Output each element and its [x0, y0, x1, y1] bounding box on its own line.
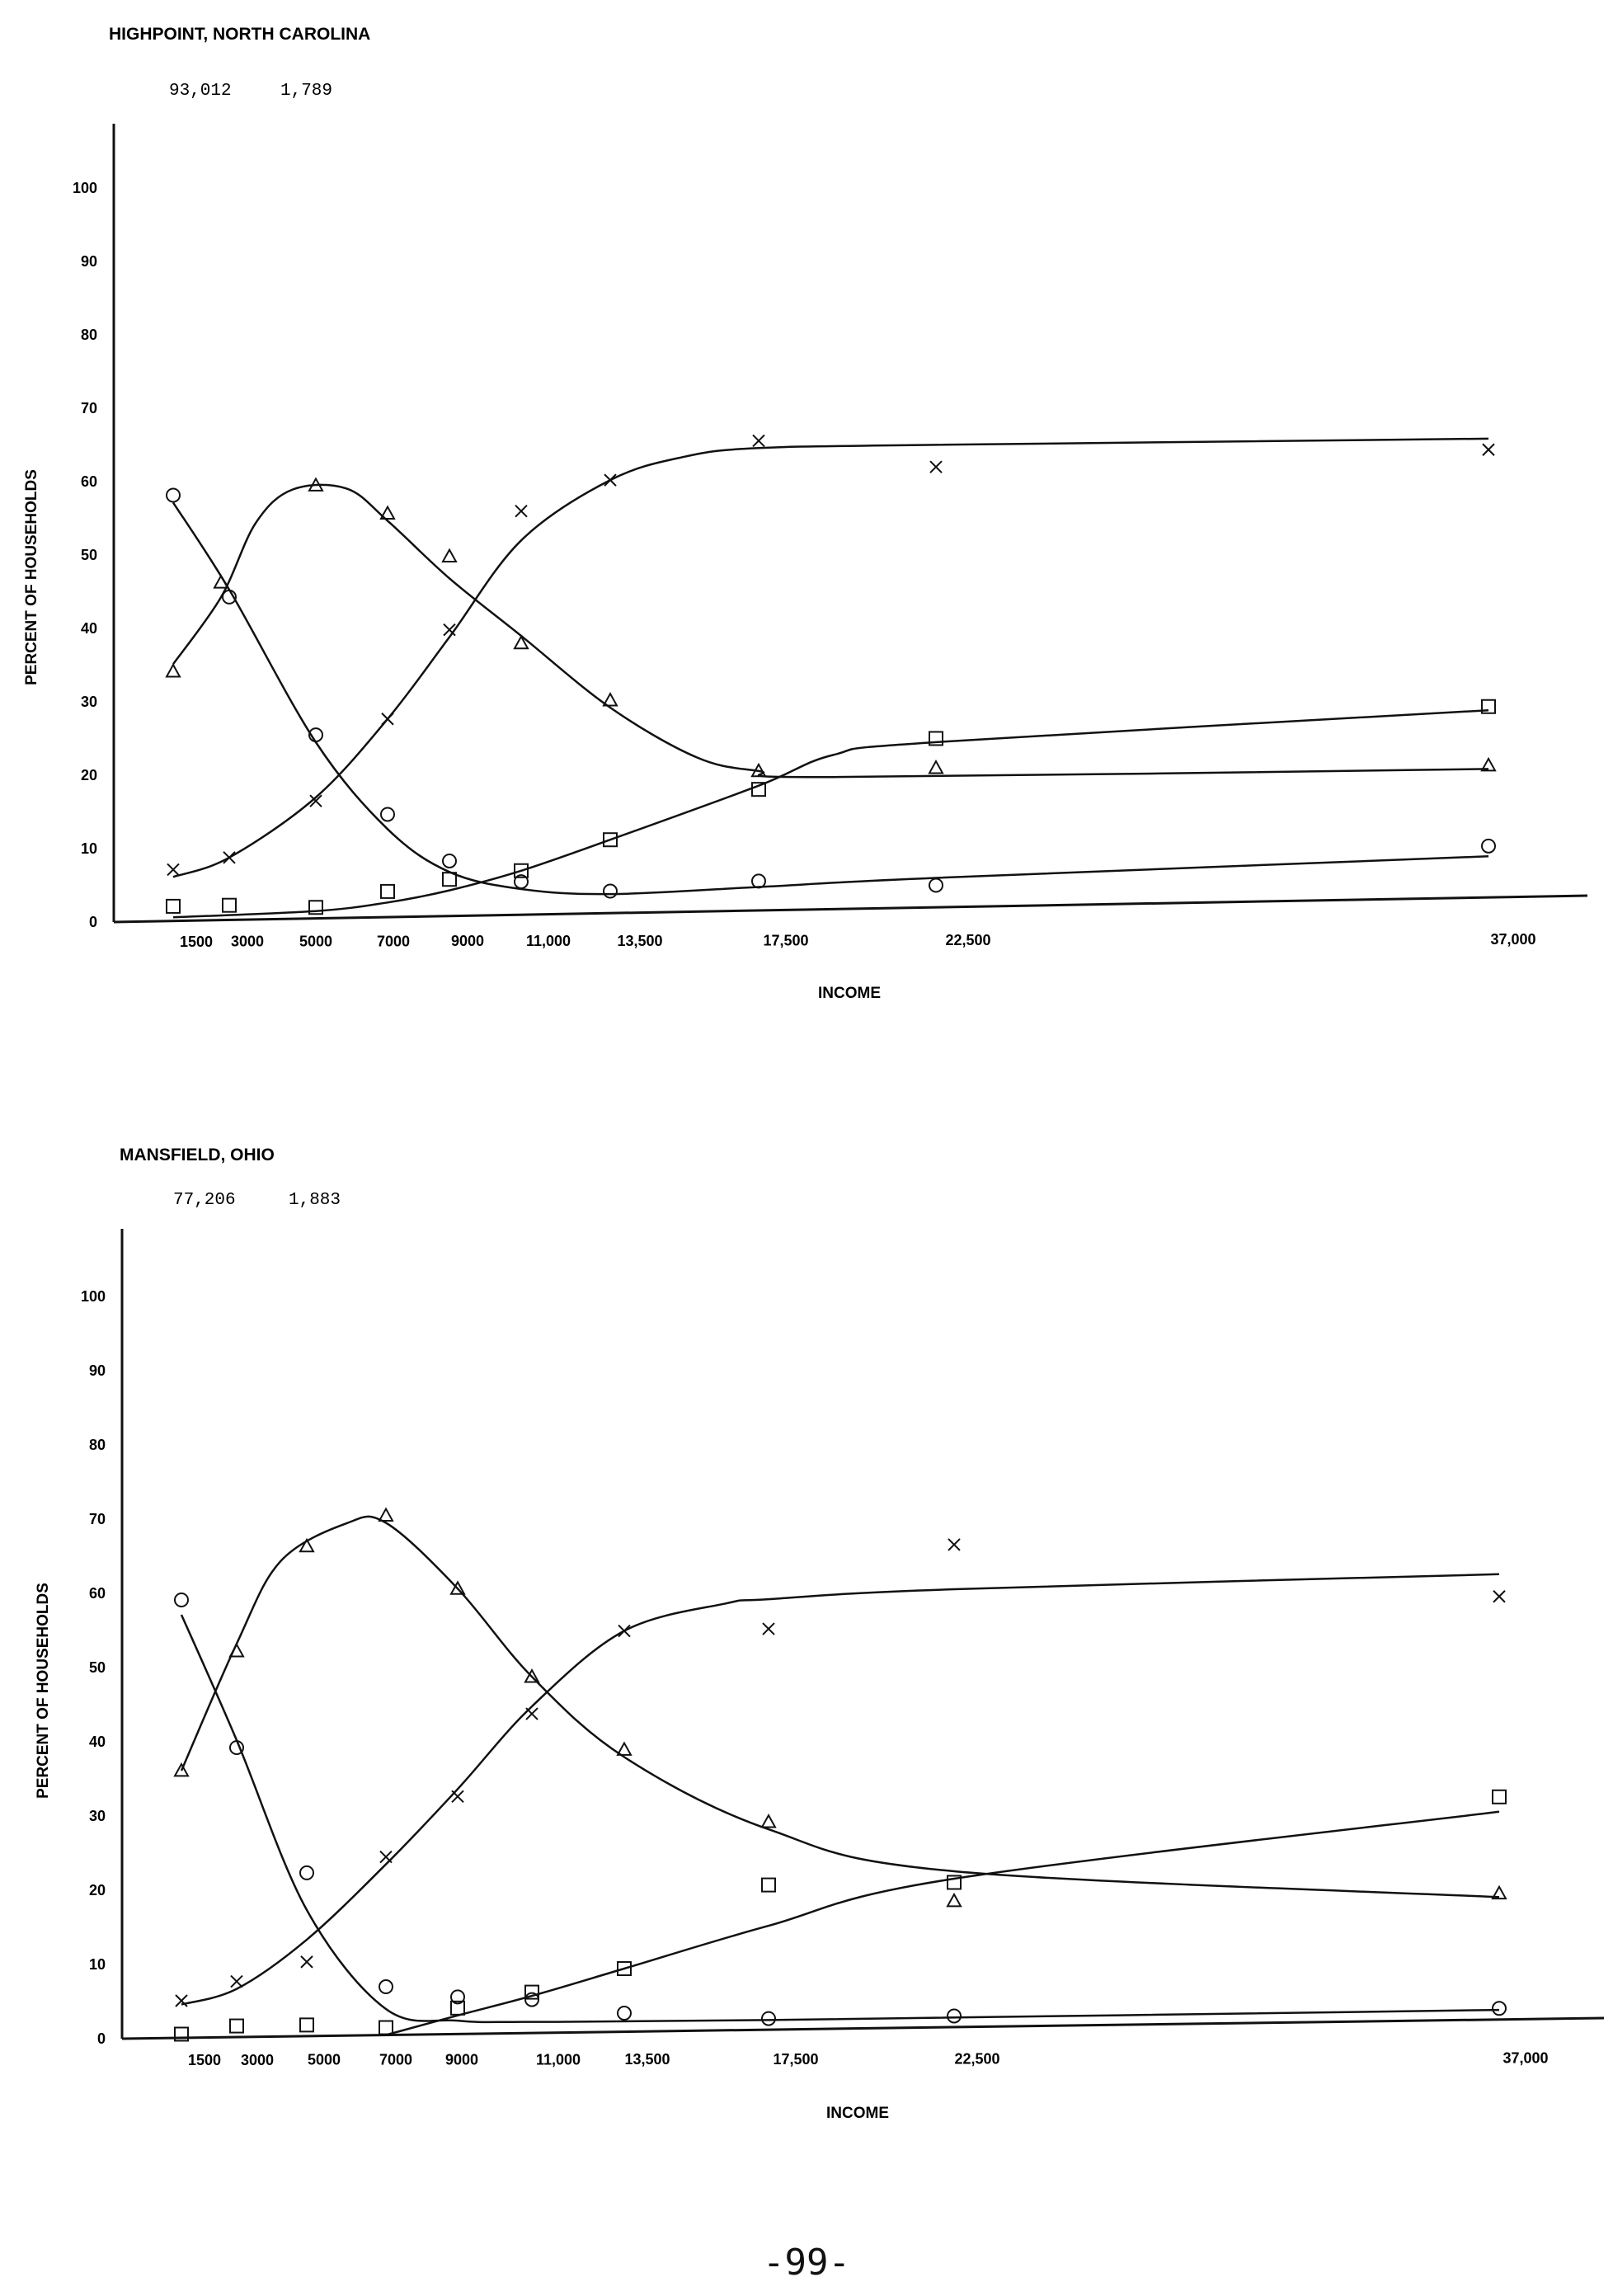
marker-x — [452, 1790, 463, 1802]
y-tick-label: 20 — [80, 767, 97, 783]
y-axis-title: PERCENT OF HOUSEHOLDS — [23, 469, 40, 685]
marker-circle — [300, 1866, 313, 1880]
series-line-x — [181, 1574, 1499, 2005]
marker-x — [380, 1851, 392, 1863]
y-tick-label: 60 — [80, 473, 97, 490]
marker-circle — [604, 885, 617, 898]
chart-subtitle-1: 77,206 — [173, 1191, 236, 1210]
marker-triangle — [929, 761, 943, 773]
x-tick-label: 11,000 — [535, 2051, 581, 2068]
x-axis-title: INCOME — [826, 2105, 889, 2122]
marker-square — [1493, 1790, 1506, 1804]
x-tick-label: 5000 — [307, 2051, 341, 2068]
x-tick-label: 3000 — [230, 933, 265, 950]
marker-square — [223, 899, 236, 912]
marker-circle — [230, 1741, 243, 1754]
y-tick-label: 0 — [96, 2030, 106, 2047]
y-tick-label: 50 — [88, 1659, 106, 1676]
marker-square — [381, 885, 394, 898]
page-number: -99- — [763, 2242, 850, 2284]
marker-x — [930, 461, 942, 473]
marker-x — [515, 506, 527, 517]
marker-square — [230, 2020, 243, 2033]
x-tick-labels — [188, 2050, 1549, 2068]
x-tick-label: 1500 — [187, 2051, 222, 2068]
x-tick-label: 11,000 — [525, 933, 571, 950]
x-tick-label: 37,000 — [1502, 2049, 1549, 2067]
chart-title: HIGHPOINT, NORTH CAROLINA — [109, 25, 371, 44]
marker-circle — [762, 2012, 775, 2025]
x-tick-label: 3000 — [240, 2051, 275, 2068]
marker-triangle — [762, 1815, 775, 1827]
x-tick-label: 37,000 — [1490, 930, 1536, 948]
marker-circle — [167, 489, 180, 502]
x-axis — [122, 2018, 1604, 2039]
y-tick-label: 30 — [88, 1808, 106, 1824]
x-tick-label: 5000 — [299, 933, 333, 950]
y-tick-label: 30 — [80, 694, 97, 710]
marker-x — [223, 852, 235, 863]
chart-subtitle-2: 1,789 — [280, 82, 333, 101]
y-tick-label: 70 — [80, 400, 97, 416]
y-tick-label: 50 — [80, 547, 97, 563]
series-line-square — [173, 710, 1488, 917]
marker-circle — [929, 878, 943, 892]
y-tick-label: 90 — [88, 1362, 106, 1379]
y-tick-label: 70 — [88, 1511, 106, 1527]
x-tick-label: 17,500 — [763, 932, 809, 949]
y-tick-label: 10 — [80, 840, 97, 857]
marker-circle — [1493, 2002, 1506, 2015]
marker-x — [604, 474, 616, 486]
chart-highpoint — [23, 25, 1587, 1002]
series-line-circle — [173, 502, 1488, 894]
marker-x — [444, 624, 455, 636]
y-tick-label: 80 — [80, 327, 97, 343]
y-tick-label: 80 — [88, 1437, 106, 1453]
chart-subtitle-1: 93,012 — [169, 82, 232, 101]
y-tick-label: 0 — [88, 914, 97, 930]
marker-x — [231, 1976, 242, 1988]
y-tick-label: 90 — [80, 253, 97, 270]
marker-x — [301, 1956, 313, 1968]
marker-triangle — [443, 550, 456, 562]
series-markers — [175, 1509, 1506, 2041]
marker-x — [1483, 444, 1494, 455]
series-line-circle — [181, 1615, 1499, 2022]
x-tick-label: 13,500 — [624, 2051, 670, 2068]
chart-title: MANSFIELD, OHIO — [120, 1146, 275, 1164]
marker-x — [948, 1539, 960, 1550]
y-tick-label: 100 — [72, 180, 97, 196]
marker-circle — [948, 2009, 961, 2022]
marker-square — [167, 900, 180, 913]
y-tick-label: 60 — [88, 1585, 106, 1602]
marker-x — [1493, 1591, 1505, 1602]
y-tick-labels — [73, 180, 97, 930]
marker-x — [753, 435, 764, 446]
marker-square — [762, 1879, 775, 1892]
marker-x — [763, 1623, 774, 1635]
y-tick-label: 10 — [88, 1956, 106, 1973]
marker-x — [382, 713, 393, 725]
marker-triangle — [167, 665, 180, 676]
series-curves — [181, 1517, 1499, 2035]
x-tick-label: 22,500 — [945, 932, 991, 949]
series-line-triangle — [181, 1517, 1499, 1897]
marker-circle — [175, 1593, 188, 1607]
marker-x — [526, 1708, 538, 1720]
y-axis-title: PERCENT OF HOUSEHOLDS — [35, 1583, 52, 1799]
marker-x — [176, 1995, 187, 2007]
marker-circle — [381, 807, 394, 821]
x-tick-label: 9000 — [450, 933, 485, 950]
marker-triangle — [379, 1509, 393, 1521]
chart-subtitle-2: 1,883 — [289, 1191, 341, 1210]
y-tick-label: 40 — [88, 1734, 106, 1750]
x-tick-labels — [180, 931, 1536, 950]
series-markers — [167, 435, 1495, 914]
y-tick-label: 20 — [88, 1882, 106, 1898]
x-tick-label: 7000 — [379, 2051, 413, 2068]
x-tick-label: 22,500 — [954, 2050, 1000, 2068]
marker-square — [379, 2021, 393, 2035]
series-line-triangle — [173, 485, 1488, 777]
series-curves — [173, 439, 1488, 917]
marker-x — [167, 863, 179, 875]
marker-circle — [443, 854, 456, 868]
x-tick-label: 13,500 — [617, 932, 663, 949]
y-tick-label: 40 — [80, 620, 97, 637]
x-tick-label: 1500 — [179, 933, 214, 950]
marker-square — [300, 2018, 313, 2031]
x-tick-label: 9000 — [444, 2051, 479, 2068]
marker-x — [618, 1626, 630, 1637]
x-axis-title: INCOME — [818, 985, 881, 1002]
y-tick-label: 100 — [80, 1288, 106, 1305]
x-tick-label: 17,500 — [773, 2050, 819, 2068]
series-line-square — [386, 1812, 1499, 2035]
marker-circle — [379, 1980, 393, 1993]
chart-mansfield — [35, 1146, 1604, 2122]
marker-circle — [618, 2007, 631, 2020]
marker-triangle — [948, 1894, 961, 1906]
marker-circle — [1482, 840, 1495, 853]
y-tick-labels — [81, 1288, 106, 2047]
marker-circle — [752, 874, 765, 887]
x-tick-label: 7000 — [376, 933, 411, 950]
